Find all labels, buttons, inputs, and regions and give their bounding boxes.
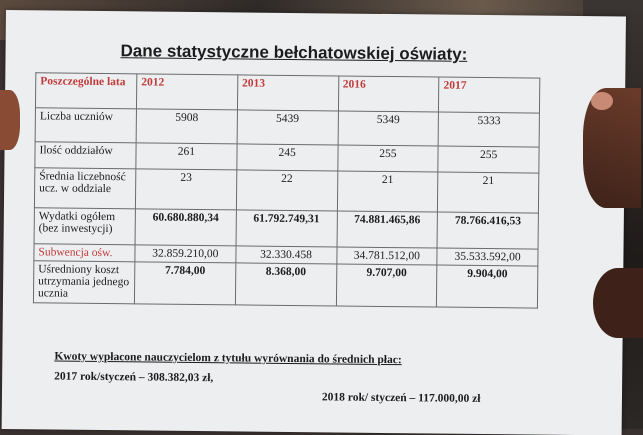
cell-value: 32.330.458 <box>236 246 337 264</box>
cell-value: 34.781.512,00 <box>336 247 437 265</box>
cell-value: 22 <box>236 170 337 211</box>
cell-value: 61.792.749,31 <box>236 210 337 247</box>
cell-value: 5908 <box>136 109 237 144</box>
note-2017: 2017 rok/styczeń – 308.382,03 zł, <box>54 370 214 385</box>
cell-value: 255 <box>438 146 539 173</box>
cell-value: 21 <box>438 172 539 213</box>
cell-value: 255 <box>337 145 438 172</box>
paper-sheet <box>2 10 626 435</box>
page-title: Dane statystyczne bełchatowskiej oświaty: <box>120 41 468 64</box>
cell-value: 78.766.416,53 <box>437 212 538 249</box>
cell-value: 9.904,00 <box>437 265 538 308</box>
note-2018: 2018 rok/ styczeń – 117.000,00 zł <box>321 391 481 405</box>
header-year: 2017 <box>439 77 540 113</box>
row-label: Wydatki ogółem (bez inwestycji) <box>34 208 135 245</box>
cell-value: 23 <box>135 169 236 210</box>
header-year: 2012 <box>136 74 237 110</box>
header-year: 2013 <box>237 75 338 111</box>
notes-heading: Kwoty wypłacone nauczycielom z tytułu wyrównania do średnich płac: <box>54 350 402 367</box>
row-label: Średnia liczebność ucz. w oddziale <box>34 168 135 209</box>
cell-value: 9.707,00 <box>336 264 437 307</box>
cell-value: 35.533.592,00 <box>437 248 538 266</box>
statistics-table <box>33 72 540 308</box>
header-label: Poszczególne lata <box>35 73 136 109</box>
cell-value: 8.368,00 <box>235 263 336 306</box>
cell-value: 5349 <box>338 111 439 146</box>
row-label: Liczba uczniów <box>35 108 136 143</box>
right-hand-fingers <box>593 268 643 338</box>
thumb-nail <box>591 92 613 110</box>
row-label: Subwencja ośw. <box>34 244 135 262</box>
right-hand <box>583 88 641 208</box>
cell-value: 5333 <box>438 112 539 147</box>
cell-value: 60.680.880,34 <box>135 209 236 246</box>
cell-value: 74.881.465,86 <box>337 211 438 248</box>
table-row <box>35 108 539 147</box>
header-year: 2016 <box>338 76 439 112</box>
cell-value: 261 <box>136 143 237 170</box>
row-label: Uśredniony koszt utrzymania jednego ucznia <box>33 261 134 304</box>
cell-value: 32.859.210,00 <box>135 245 236 263</box>
table-row <box>33 261 537 308</box>
cell-value: 245 <box>237 144 338 171</box>
left-hand <box>0 90 20 150</box>
table-row <box>34 168 538 213</box>
table-row <box>34 208 538 249</box>
row-label: Ilość oddziałów <box>35 142 136 169</box>
cell-value: 5439 <box>237 110 338 145</box>
cell-value: 7.784,00 <box>134 262 235 305</box>
table-header-row <box>35 73 539 113</box>
cell-value: 21 <box>337 171 438 212</box>
